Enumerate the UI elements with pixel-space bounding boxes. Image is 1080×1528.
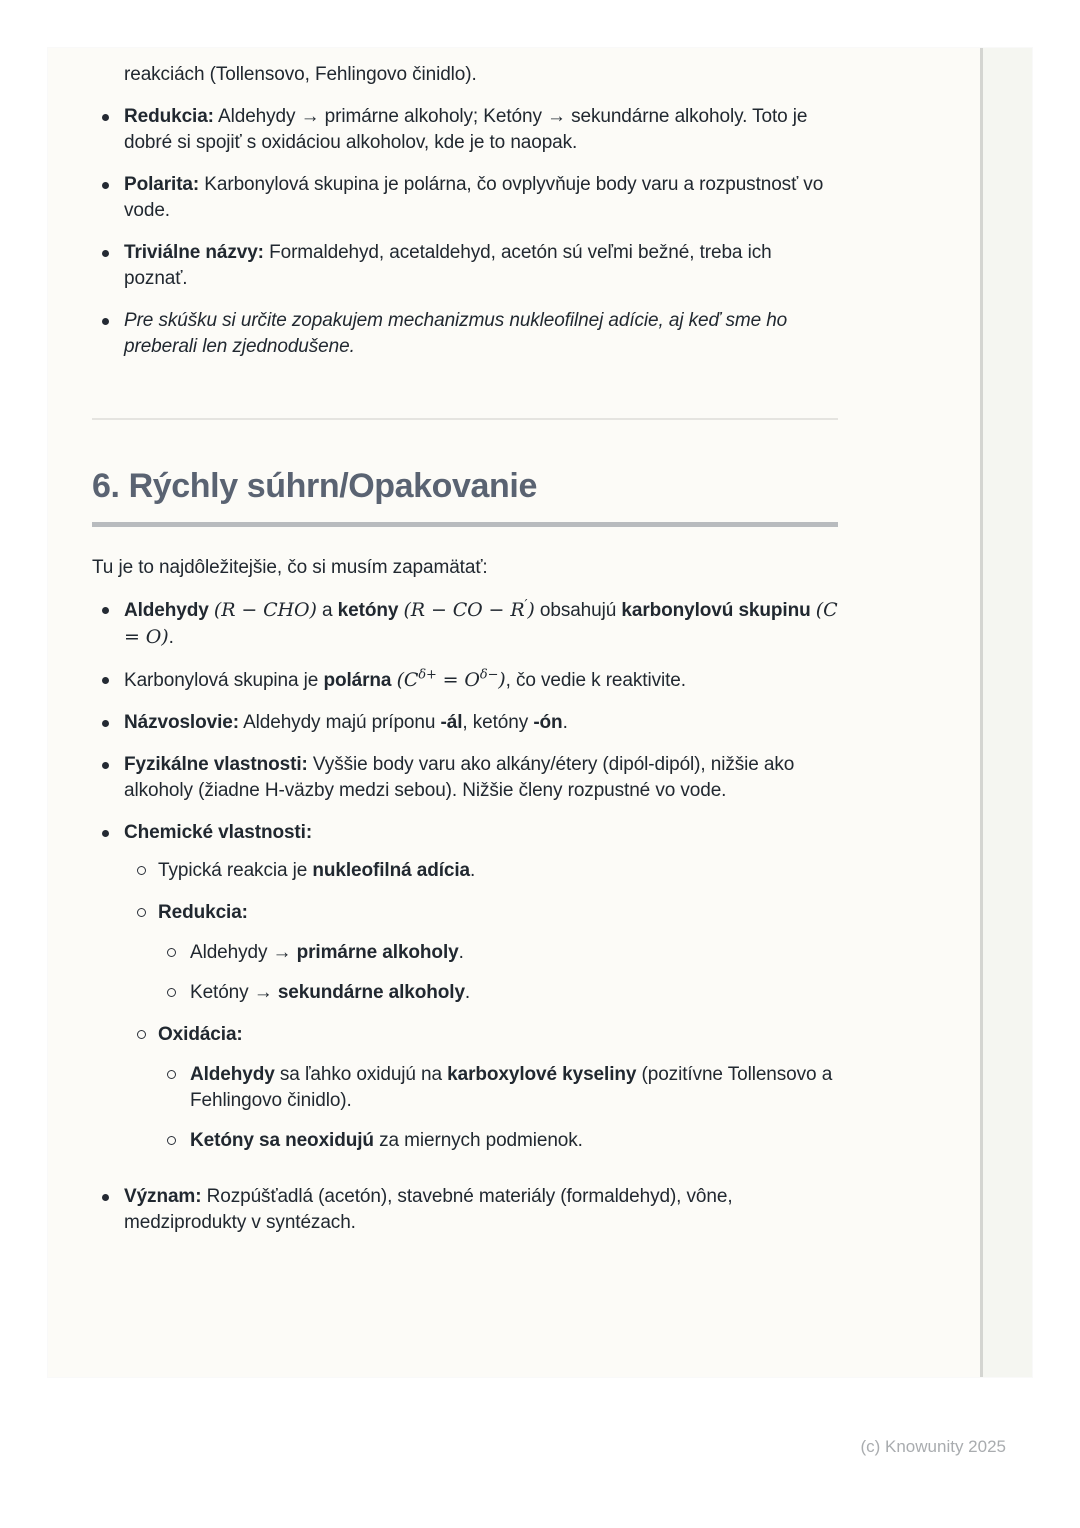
list-item-text: Polarita: Karbonylová skupina je polárna, čo ovplyvňuje body varu a rozpustnosť vo vode. [124,174,824,221]
bullet-icon [102,114,109,121]
sub-list [124,858,838,1154]
list-item [158,1128,838,1154]
bullet-icon [102,607,109,614]
list-item [92,710,838,736]
list-item [158,940,838,966]
list-item [92,752,838,804]
list-item-text: Fyzikálne vlastnosti: Vyššie body varu ako alkány/étery (dipól-dipól), nižšie ako alkoholy (žiadne H-väzby medzi sebou). Nižšie členy rozpustné vo vode. [124,754,795,801]
list-item [92,597,838,651]
bullet-icon [102,677,109,684]
list-item [92,308,838,360]
scrollbar-track[interactable] [980,48,1032,1377]
circle-bullet-icon [167,988,176,997]
list-item [92,667,838,694]
list-item [92,820,838,1154]
list-item-text: Typická reakcia je nukleofilná adícia. [158,860,476,881]
circle-bullet-icon [167,1136,176,1145]
sub-sub-list [158,940,838,1006]
bullet-icon [102,250,109,257]
bullet-icon [102,720,109,727]
section-heading: 6. Rýchly súhrn/Opakovanie [92,466,838,527]
list-item-text: Aldehydy sa ľahko oxidujú na karboxylové kyseliny (pozitívne Tollensovo a Fehlingovo činidlo). [190,1064,833,1111]
list-item-text: Ketóny → sekundárne alkoholy. [190,982,471,1003]
summary-list [92,597,838,1236]
circle-bullet-icon [137,1030,146,1039]
list-item [158,1062,838,1114]
sub-sub-list [158,1062,838,1154]
bullet-icon [102,318,109,325]
bullet-icon [102,762,109,769]
circle-bullet-icon [137,866,146,875]
circle-bullet-icon [167,948,176,957]
page-content [92,62,838,1252]
list-item-text: Karbonylová skupina je polárna $(C^{\delta+} = O^{\delta-})$, čo vedie k reaktivite. [124,667,686,691]
list-item-text: Pre skúšku si určite zopakujem mechanizmus nukleofilnej adície, aj keď sme ho preberali len zjednodušene. [124,310,788,357]
list-item [92,1184,838,1236]
copyright-notice: (c) Knowunity 2025 [860,1437,1006,1456]
list-item-text: Redukcia: [158,902,248,923]
list-item [124,1022,838,1154]
list-item-text: Aldehydy (R − CHO) a ketóny (R − CO − R′) obsahujú karbonylovú skupinu (C = O). [124,597,838,648]
list-item [124,858,838,884]
bullet-icon [102,182,109,189]
list-item-text: Chemické vlastnosti: [124,822,313,843]
section-divider [92,418,838,420]
continuation-line: reakciách (Tollensovo, Fehlingovo činidlo). [124,64,477,85]
list-item-text: Aldehydy → primárne alkoholy. [190,942,464,963]
circle-bullet-icon [137,908,146,917]
list-item-text: Názvoslovie: Aldehydy majú príponu -ál, ketóny -ón. [124,712,568,733]
list-item [92,240,838,292]
document-page [48,48,1032,1377]
list-item [158,980,838,1006]
list-item-text: Význam: Rozpúšťadlá (acetón), stavebné materiály (formaldehyd), vône, medziprodukty v syntézach. [124,1186,733,1233]
list-item [92,172,838,224]
list-item-text: Ketóny sa neoxidujú za miernych podmienok. [190,1130,583,1151]
list-item [124,900,838,1006]
list-item-text: Oxidácia: [158,1024,243,1045]
circle-bullet-icon [167,1070,176,1079]
list-item-text: Triviálne názvy: Formaldehyd, acetaldehyd, acetón sú veľmi bežné, treba ich poznať. [124,242,772,289]
list-item [92,104,838,156]
intro-paragraph: Tu je to najdôležitejšie, čo si musím zapamätať: [92,557,488,578]
bullet-icon [102,1194,109,1201]
notes-list [92,104,838,360]
list-item-text: Redukcia: Aldehydy → primárne alkoholy; Ketóny → sekundárne alkoholy. Toto je dobré si spojiť s oxidáciou alkoholov, kde je to naopak. [124,106,808,153]
bullet-icon [102,830,109,837]
